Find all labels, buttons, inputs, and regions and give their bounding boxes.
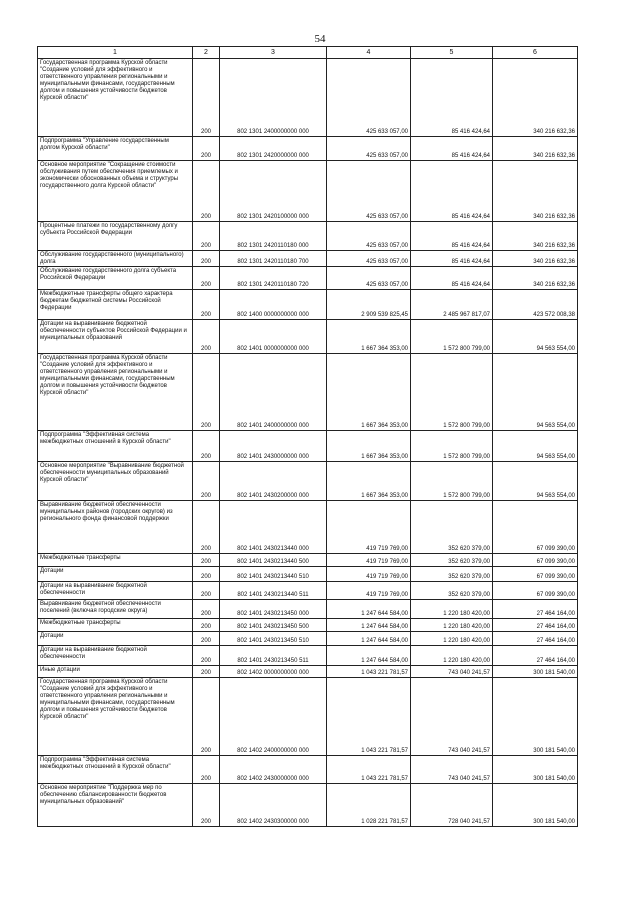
row-unexecuted-cell: 67 099 390,00 (493, 582, 578, 600)
row-approved-cell: 1 043 221 781,57 (327, 666, 411, 678)
table-row (38, 290, 578, 320)
table-row (38, 567, 578, 582)
header-col-3: 3 (220, 47, 327, 59)
row-approved-cell: 419 719 769,00 (327, 582, 411, 600)
row-line-code-cell: 200 (193, 320, 220, 354)
row-approved-cell: 425 633 057,00 (327, 161, 411, 222)
table-row (38, 756, 578, 784)
row-name-cell: Иные дотации (38, 666, 193, 678)
table-row (38, 354, 578, 431)
row-name-cell: Основное мероприятие "Сокращение стоимости обслуживания путем обеспечения приемлемых и экономически обоснованных объема и структуры государственного долга Курской области" (38, 161, 193, 222)
table-row (38, 678, 578, 756)
row-approved-cell: 1 043 221 781,57 (327, 756, 411, 784)
row-executed-cell: 352 620 379,00 (411, 567, 493, 582)
page-number: 54 (314, 33, 326, 45)
table-row (38, 222, 578, 251)
row-name-cell: Дотации (38, 632, 193, 646)
row-executed-cell: 85 416 424,64 (411, 161, 493, 222)
row-budget-code-cell: 802 1301 2400000000 000 (220, 59, 327, 137)
row-approved-cell: 2 909 539 825,45 (327, 290, 411, 320)
row-unexecuted-cell: 94 563 554,00 (493, 462, 578, 501)
row-budget-code-cell: 802 1401 2400000000 000 (220, 354, 327, 431)
row-line-code-cell: 200 (193, 462, 220, 501)
table-row (38, 267, 578, 290)
table-row (38, 462, 578, 501)
row-name-cell: Межбюджетные трансферты (38, 554, 193, 567)
row-line-code-cell: 200 (193, 666, 220, 678)
header-row (38, 47, 578, 59)
table-row (38, 666, 578, 678)
row-executed-cell: 1 220 180 420,00 (411, 632, 493, 646)
row-approved-cell: 1 247 644 584,00 (327, 632, 411, 646)
table-row (38, 600, 578, 619)
row-name-cell: Дотации на выравнивание бюджетной обеспеченности субъектов Российской Федерации и муниципальных образований (38, 320, 193, 354)
header-col-6: 6 (493, 47, 578, 59)
row-executed-cell: 85 416 424,64 (411, 59, 493, 137)
row-executed-cell: 743 040 241,57 (411, 666, 493, 678)
table-row (38, 501, 578, 554)
row-budget-code-cell: 802 1402 2430300000 000 (220, 784, 327, 827)
row-budget-code-cell: 802 1401 2430213450 000 (220, 600, 327, 619)
row-line-code-cell: 200 (193, 431, 220, 462)
row-budget-code-cell: 802 1401 2430213450 500 (220, 619, 327, 632)
header-col-2: 2 (193, 47, 220, 59)
row-approved-cell: 1 247 644 584,00 (327, 600, 411, 619)
row-line-code-cell: 200 (193, 600, 220, 619)
row-name-cell: Межбюджетные трансферты общего характера бюджетам бюджетной системы Российской Федерации (38, 290, 193, 320)
table-row (38, 161, 578, 222)
row-name-cell: Процентные платежи по государственному долгу субъекта Российской Федерации (38, 222, 193, 251)
row-budget-code-cell: 802 1402 2430000000 000 (220, 756, 327, 784)
header-col-5: 5 (411, 47, 493, 59)
row-name-cell: Обслуживание государственного (муниципального) долга (38, 251, 193, 267)
row-approved-cell: 1 667 364 353,00 (327, 320, 411, 354)
row-line-code-cell: 200 (193, 784, 220, 827)
table-row (38, 619, 578, 632)
row-budget-code-cell: 802 1401 2430200000 000 (220, 462, 327, 501)
header-col-4: 4 (327, 47, 411, 59)
row-line-code-cell: 200 (193, 619, 220, 632)
row-line-code-cell: 200 (193, 222, 220, 251)
table-row (38, 646, 578, 666)
row-approved-cell: 1 028 221 781,57 (327, 784, 411, 827)
row-unexecuted-cell: 67 099 390,00 (493, 554, 578, 567)
row-budget-code-cell: 802 1401 2430213440 510 (220, 567, 327, 582)
row-executed-cell: 1 220 180 420,00 (411, 646, 493, 666)
row-name-cell: Подпрограмма "Управление государственным долгом Курской области" (38, 137, 193, 161)
row-approved-cell: 1 043 221 781,57 (327, 678, 411, 756)
row-line-code-cell: 200 (193, 582, 220, 600)
row-unexecuted-cell: 300 181 540,00 (493, 666, 578, 678)
row-line-code-cell: 200 (193, 267, 220, 290)
row-unexecuted-cell: 94 563 554,00 (493, 354, 578, 431)
row-budget-code-cell: 802 1401 2430213440 000 (220, 501, 327, 554)
row-budget-code-cell: 802 1400 0000000000 000 (220, 290, 327, 320)
row-line-code-cell: 200 (193, 756, 220, 784)
table-row (38, 431, 578, 462)
row-executed-cell: 743 040 241,57 (411, 678, 493, 756)
row-budget-code-cell: 802 1401 2430213450 511 (220, 646, 327, 666)
row-unexecuted-cell: 27 464 164,00 (493, 600, 578, 619)
table-row (38, 137, 578, 161)
row-budget-code-cell: 802 1402 0000000000 000 (220, 666, 327, 678)
row-budget-code-cell: 802 1401 2430213440 500 (220, 554, 327, 567)
table-row (38, 554, 578, 567)
row-line-code-cell: 200 (193, 137, 220, 161)
row-budget-code-cell: 802 1401 2430213440 511 (220, 582, 327, 600)
row-approved-cell: 425 633 057,00 (327, 267, 411, 290)
row-line-code-cell: 200 (193, 678, 220, 756)
row-budget-code-cell: 802 1301 2420000000 000 (220, 137, 327, 161)
row-name-cell: Выравнивание бюджетной обеспеченности поселений (включая городские округа) (38, 600, 193, 619)
row-name-cell: Дотации (38, 567, 193, 582)
row-budget-code-cell: 802 1301 2420110180 720 (220, 267, 327, 290)
row-name-cell: Подпрограмма "Эффективная система межбюджетных отношений в Курской области" (38, 756, 193, 784)
row-executed-cell: 85 416 424,64 (411, 222, 493, 251)
table-row (38, 320, 578, 354)
row-line-code-cell: 200 (193, 501, 220, 554)
row-unexecuted-cell: 340 216 632,36 (493, 251, 578, 267)
row-approved-cell: 419 719 769,00 (327, 501, 411, 554)
row-name-cell: Основное мероприятие "Выравнивание бюджетной обеспеченности муниципальных образований Курской области" (38, 462, 193, 501)
row-name-cell: Подпрограмма "Эффективная система межбюджетных отношений в Курской области" (38, 431, 193, 462)
row-executed-cell: 85 416 424,64 (411, 267, 493, 290)
row-name-cell: Межбюджетные трансферты (38, 619, 193, 632)
row-unexecuted-cell: 340 216 632,36 (493, 59, 578, 137)
row-name-cell: Выравнивание бюджетной обеспеченности муниципальных районов (городских округов) из регионального фонда финансовой поддержки (38, 501, 193, 554)
row-executed-cell: 352 620 379,00 (411, 501, 493, 554)
row-executed-cell: 1 572 800 799,00 (411, 354, 493, 431)
row-line-code-cell: 200 (193, 251, 220, 267)
row-unexecuted-cell: 94 563 554,00 (493, 320, 578, 354)
row-approved-cell: 419 719 769,00 (327, 567, 411, 582)
row-name-cell: Государственная программа Курской области "Создание условий для эффективного и ответственного управления региональными и муниципальными финансами, государственным долгом и повышения устойчивости бюджетов Курской области" (38, 59, 193, 137)
row-name-cell: Основное мероприятие "Поддержка мер по обеспечению сбалансированности бюджетов муниципальных образований" (38, 784, 193, 827)
row-name-cell: Государственная программа Курской области "Создание условий для эффективного и ответственного управления региональными и муниципальными финансами, государственным долгом и повышения устойчивости бюджетов Курской области" (38, 678, 193, 756)
row-unexecuted-cell: 340 216 632,36 (493, 137, 578, 161)
row-approved-cell: 425 633 057,00 (327, 59, 411, 137)
table-row (38, 784, 578, 827)
row-unexecuted-cell: 67 099 390,00 (493, 501, 578, 554)
row-name-cell: Государственная программа Курской области "Создание условий для эффективного и ответственного управления региональными и муниципальными финансами, государственным долгом и повышения устойчивости бюджетов Курской области" (38, 354, 193, 431)
row-unexecuted-cell: 27 464 164,00 (493, 632, 578, 646)
row-executed-cell: 728 040 241,57 (411, 784, 493, 827)
row-budget-code-cell: 802 1301 2420110180 700 (220, 251, 327, 267)
table-row (38, 59, 578, 137)
row-budget-code-cell: 802 1401 2430000000 000 (220, 431, 327, 462)
row-line-code-cell: 200 (193, 554, 220, 567)
row-name-cell: Дотации на выравнивание бюджетной обеспеченности (38, 646, 193, 666)
row-line-code-cell: 200 (193, 290, 220, 320)
row-budget-code-cell: 802 1401 2430213450 510 (220, 632, 327, 646)
row-budget-code-cell: 802 1401 0000000000 000 (220, 320, 327, 354)
row-unexecuted-cell: 340 216 632,36 (493, 161, 578, 222)
row-line-code-cell: 200 (193, 59, 220, 137)
row-unexecuted-cell: 300 181 540,00 (493, 784, 578, 827)
row-executed-cell: 352 620 379,00 (411, 582, 493, 600)
row-executed-cell: 1 220 180 420,00 (411, 619, 493, 632)
row-approved-cell: 1 667 364 353,00 (327, 354, 411, 431)
row-unexecuted-cell: 423 572 008,38 (493, 290, 578, 320)
row-line-code-cell: 200 (193, 161, 220, 222)
row-unexecuted-cell: 94 563 554,00 (493, 431, 578, 462)
row-executed-cell: 1 572 800 799,00 (411, 320, 493, 354)
budget-table (37, 46, 578, 827)
row-approved-cell: 425 633 057,00 (327, 251, 411, 267)
row-approved-cell: 1 247 644 584,00 (327, 619, 411, 632)
row-approved-cell: 419 719 769,00 (327, 554, 411, 567)
row-budget-code-cell: 802 1301 2420110180 000 (220, 222, 327, 251)
row-unexecuted-cell: 67 099 390,00 (493, 567, 578, 582)
row-unexecuted-cell: 27 464 164,00 (493, 619, 578, 632)
row-unexecuted-cell: 300 181 540,00 (493, 756, 578, 784)
row-unexecuted-cell: 340 216 632,36 (493, 267, 578, 290)
row-budget-code-cell: 802 1301 2420100000 000 (220, 161, 327, 222)
row-unexecuted-cell: 340 216 632,36 (493, 222, 578, 251)
row-name-cell: Обслуживание государственного долга субъекта Российской Федерации (38, 267, 193, 290)
row-executed-cell: 85 416 424,64 (411, 137, 493, 161)
table-row (38, 632, 578, 646)
row-approved-cell: 425 633 057,00 (327, 222, 411, 251)
row-unexecuted-cell: 300 181 540,00 (493, 678, 578, 756)
row-executed-cell: 352 620 379,00 (411, 554, 493, 567)
row-executed-cell: 1 220 180 420,00 (411, 600, 493, 619)
row-approved-cell: 425 633 057,00 (327, 137, 411, 161)
row-executed-cell: 85 416 424,64 (411, 251, 493, 267)
row-approved-cell: 1 247 644 584,00 (327, 646, 411, 666)
row-executed-cell: 1 572 800 799,00 (411, 431, 493, 462)
row-executed-cell: 743 040 241,57 (411, 756, 493, 784)
row-line-code-cell: 200 (193, 646, 220, 666)
row-approved-cell: 1 667 364 353,00 (327, 462, 411, 501)
row-name-cell: Дотации на выравнивание бюджетной обеспеченности (38, 582, 193, 600)
header-col-1: 1 (38, 47, 193, 59)
row-executed-cell: 1 572 800 799,00 (411, 462, 493, 501)
row-approved-cell: 1 667 364 353,00 (327, 431, 411, 462)
row-line-code-cell: 200 (193, 567, 220, 582)
row-line-code-cell: 200 (193, 632, 220, 646)
row-executed-cell: 2 485 967 817,07 (411, 290, 493, 320)
table-row (38, 582, 578, 600)
table-row (38, 251, 578, 267)
row-line-code-cell: 200 (193, 354, 220, 431)
row-budget-code-cell: 802 1402 2400000000 000 (220, 678, 327, 756)
row-unexecuted-cell: 27 464 164,00 (493, 646, 578, 666)
